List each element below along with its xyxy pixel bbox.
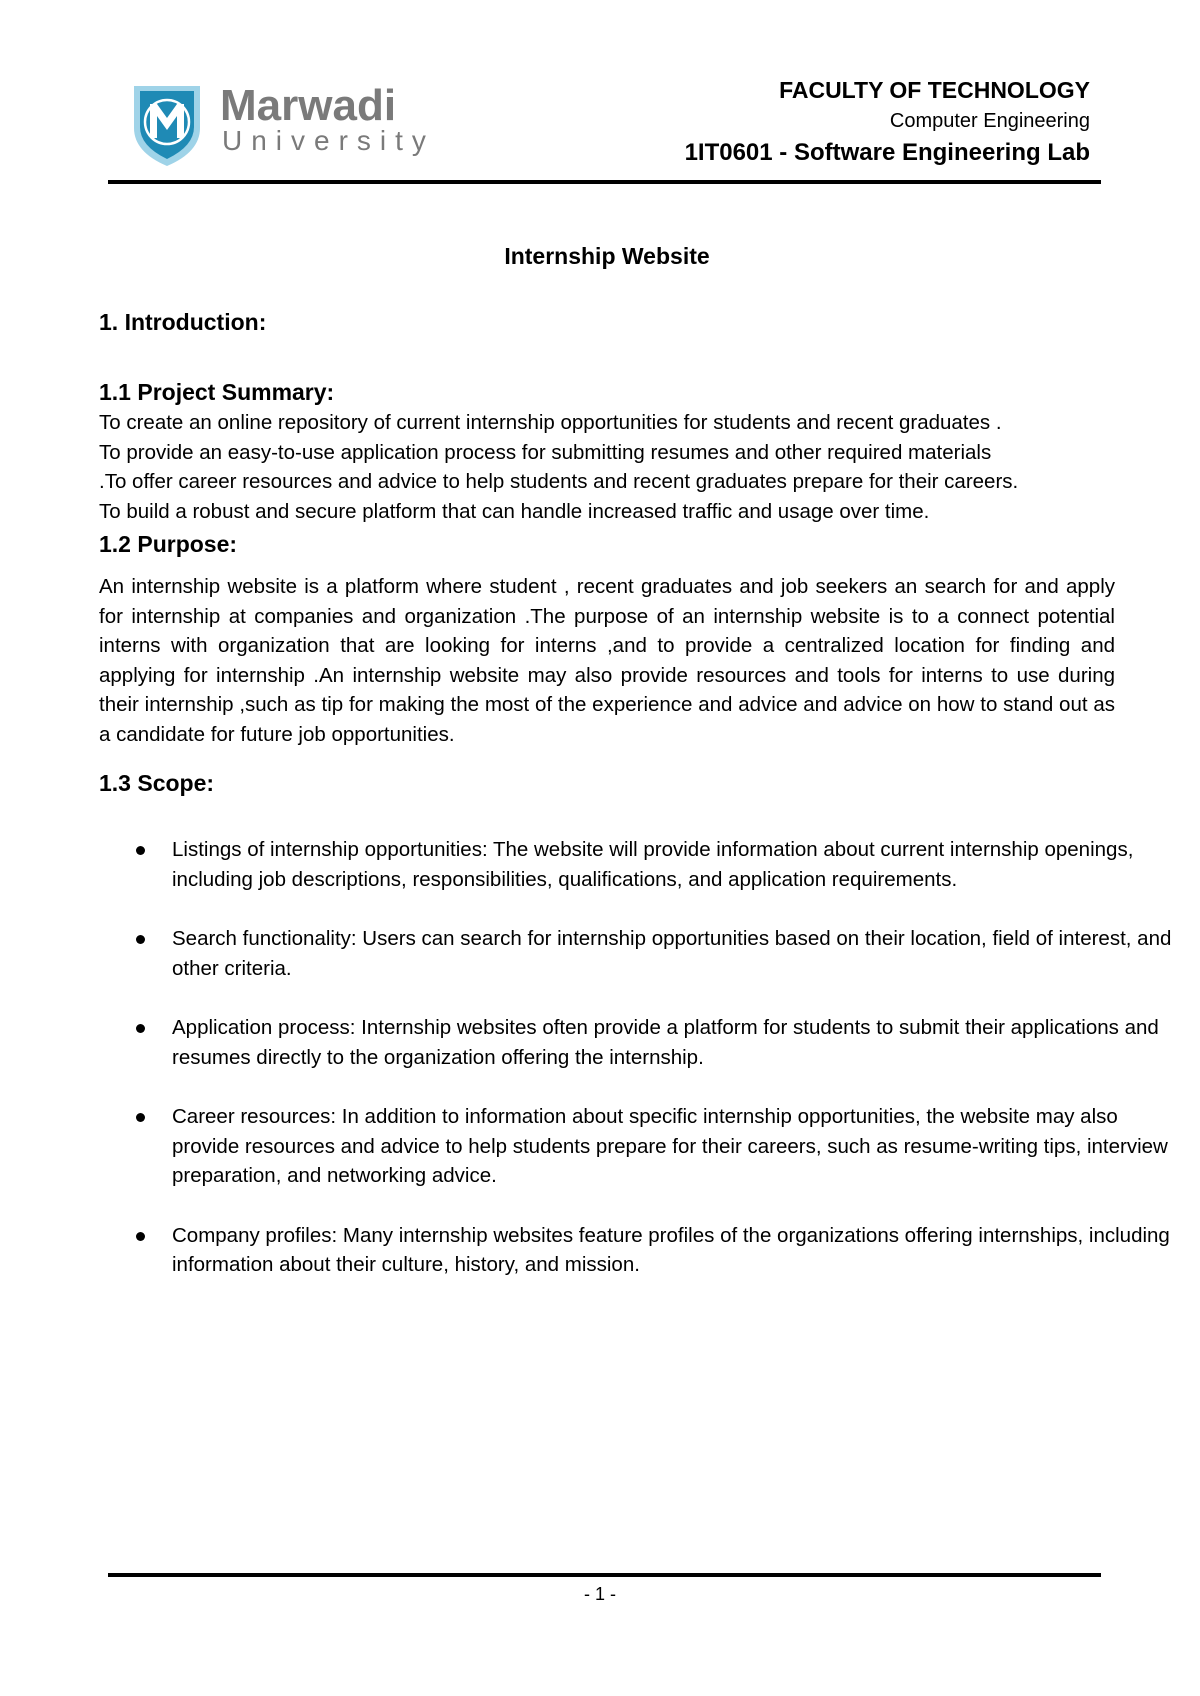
document-title: Internship Website: [504, 243, 710, 269]
list-item: Application process: Internship websites often provide a platform for students to submit their applications and resumes directly to the organization offering the internship.: [99, 1013, 1172, 1072]
bullet-icon: [136, 1232, 145, 1241]
introduction-heading: 1. Introduction:: [99, 309, 267, 335]
page-number: - 1 -: [583, 1584, 616, 1604]
purpose-paragraph: An internship website is a platform where student , recent graduates and job seekers an search for and apply for internship at companies and organization .The purpose of an internship website is to a connect potential interns with organization that are looking for interns ,and to provide a centralized location for finding and applying for internship .An internship website may also provide resources and tools for interns to use during their internship ,such as tip for making the most of the experience and advice and advice on how to stand out as a candidate for future job opportunities.: [99, 575, 1115, 746]
list-item: Career resources: In addition to information about specific internship opportunities, the website may also provide resources and advice to help students prepare for their careers, such as resume-writing tips, interview preparation, and networking advice.: [99, 1102, 1172, 1191]
bullet-icon: [136, 846, 145, 855]
bullet-icon: [136, 935, 145, 944]
scope-heading: 1.3 Scope:: [99, 770, 215, 796]
bullet-icon: [136, 1024, 145, 1033]
department-name: Computer Engineering: [889, 110, 1090, 132]
header-divider: [108, 180, 1101, 184]
purpose-heading: 1.2 Purpose:: [99, 531, 238, 557]
footer-divider: [108, 1573, 1101, 1577]
summary-line: To build a robust and secure platform that can handle increased traffic and usage over time.: [99, 499, 930, 523]
summary-line: .To offer career resources and advice to help students and recent graduates prepare for their careers.: [99, 470, 1019, 493]
course-title: 1IT0601 - Software Engineering Lab: [684, 139, 1090, 166]
summary-line: To create an online repository of current internship opportunities for students and recent graduates .: [99, 411, 1002, 434]
list-item: Company profiles: Many internship websites feature profiles of the organizations offering internships, including information about their culture, history, and mission.: [99, 1221, 1172, 1280]
university-logo: [130, 82, 470, 168]
header-info: [685, 74, 1090, 170]
scope-list: [99, 835, 1172, 1280]
summary-line: To provide an easy-to-use application process for submitting resumes and other required materials: [99, 440, 992, 464]
faculty-name: FACULTY OF TECHNOLOGY: [779, 77, 1090, 103]
summary-body: [99, 408, 1115, 526]
shield-icon: [130, 82, 470, 168]
document-body: [99, 240, 1172, 1310]
bullet-icon: [136, 1113, 145, 1122]
summary-heading: 1.1 Project Summary:: [99, 379, 335, 405]
list-item: Listings of internship opportunities: The website will provide information about current internship openings, including job descriptions, responsibilities, qualifications, and application requirements.: [99, 835, 1172, 894]
svg-text:University: University: [222, 125, 435, 156]
svg-text:Marwadi: Marwadi: [220, 82, 397, 130]
list-item: Search functionality: Users can search for internship opportunities based on their location, field of interest, and other criteria.: [99, 924, 1172, 983]
